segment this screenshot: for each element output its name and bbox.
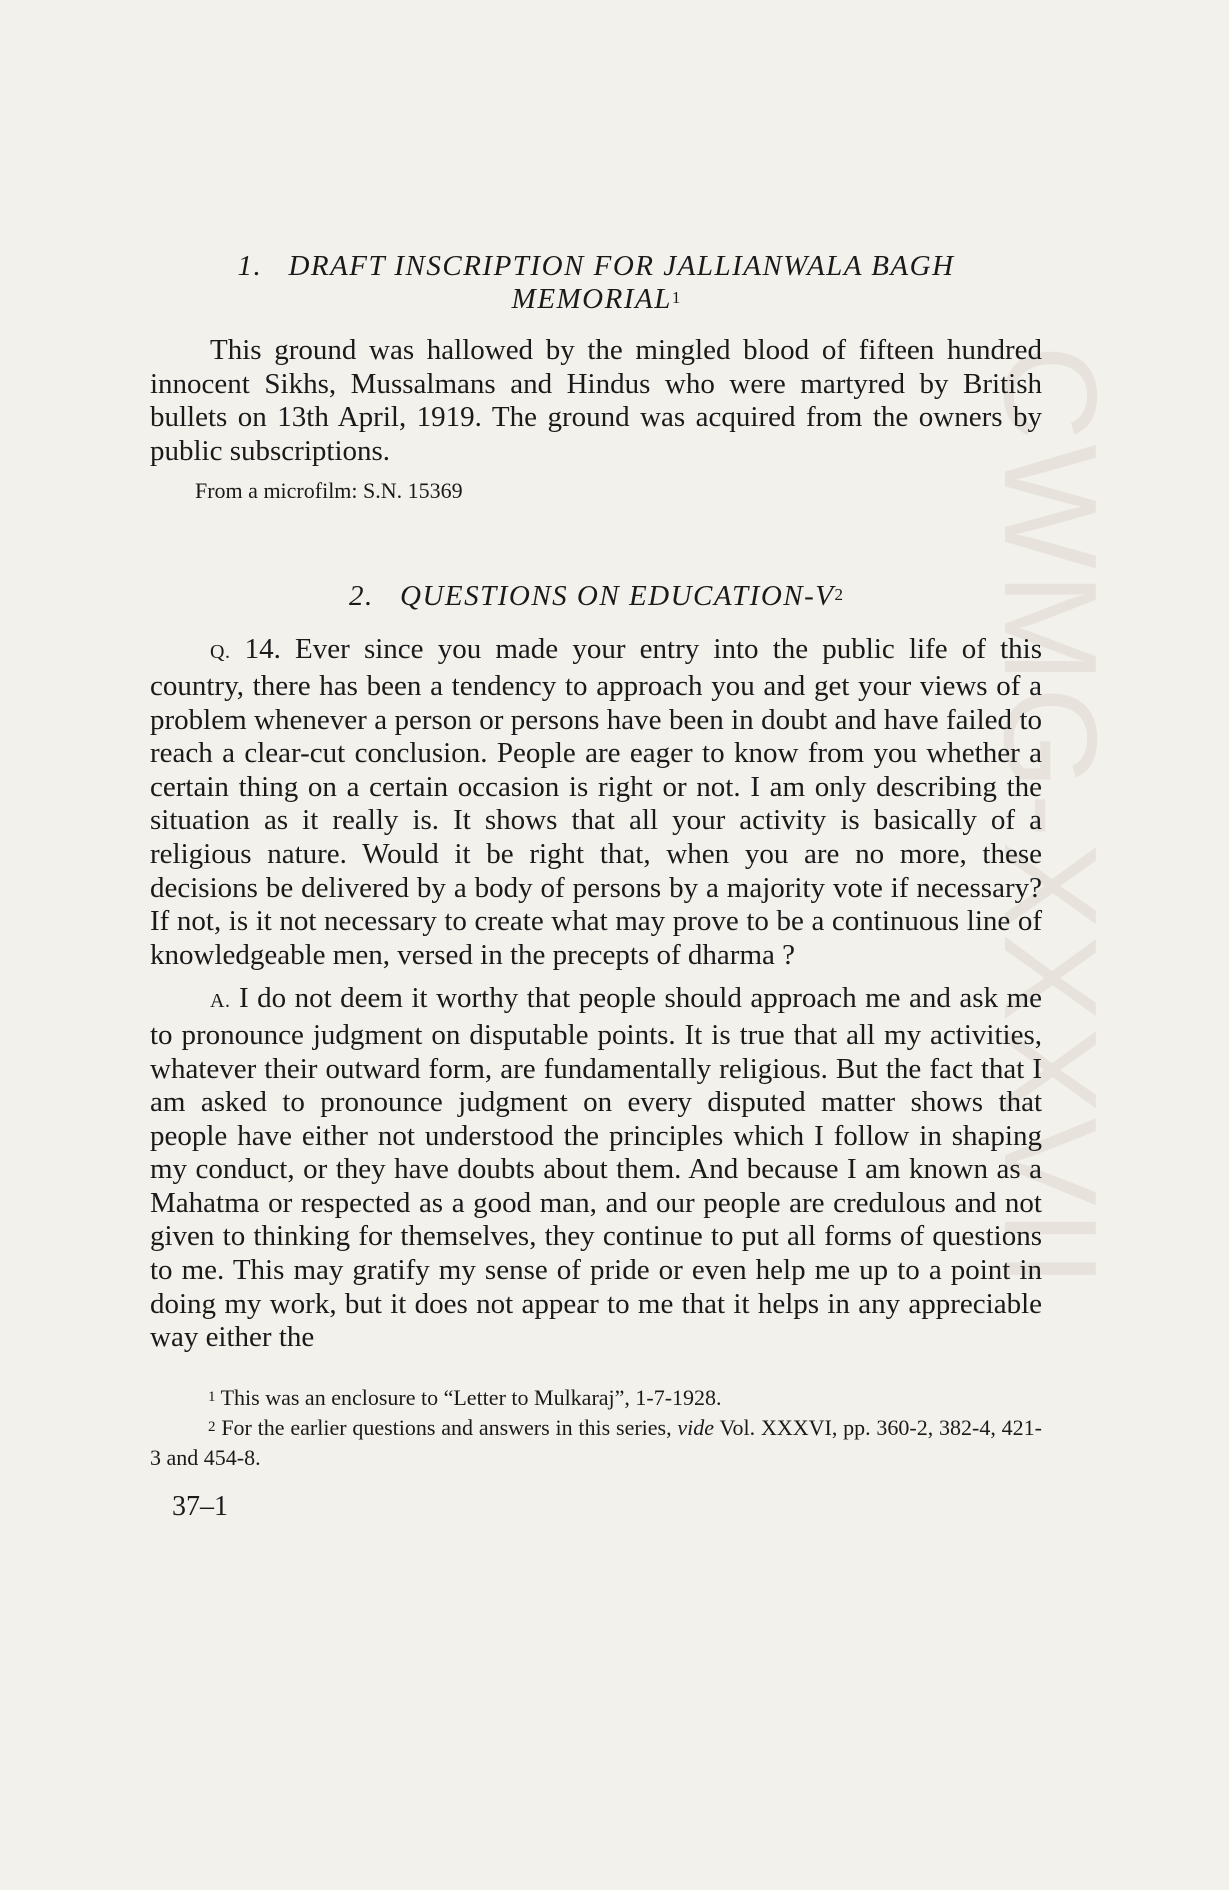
answer-marker: A. (210, 990, 231, 1013)
footnotes (150, 1383, 1042, 1473)
watermark: CWMG-XXXVII (977, 345, 1124, 1292)
question-marker: Q. (210, 641, 231, 664)
footnote-2: $^2$ For the earlier questions and answers in this series, vide Vol. XXXVI, pp. 360-2, 382-4, 421-3 and 454-8. (150, 1414, 1043, 1470)
question-paragraph: Q. 14. Ever since you made your entry into the public life of this country, there has been a tendency to approach you and get your views of a problem whenever a person or persons have been in doubt and have failed to reach a clear-cut conclusion. People are eager to know from you whether a certain thing on a certain occasion is right or not. I am only describing the situation as it really is. It shows that all your activity is basically of a religious nature. Would it be right that, when you are no more, these decisions be delivered by a body of persons by a majority vote if necessary? If not, is it not necessary to create what may prove to be a continuous line of knowledgeable men, versed in the precepts of dharma ? (150, 633, 1042, 971)
page-content (150, 250, 1042, 1523)
inscription-paragraph: This ground was hallowed by the mingled blood of fifteen hundred innocent Sikhs, Mussalmans and Hindus who were martyred by British bullets on 13th April, 1919. The ground was acquired from the owners by public subscriptions. (150, 334, 1042, 467)
page-number: 37–1 (172, 1490, 228, 1522)
answer-paragraph: A. I do not deem it worthy that people should approach me and ask me to pronounce judgment on disputable points. It is true that all my activities, whatever their outward form, are fundamentally religious. But the fact that I am asked to pronounce judgment on every disputed matter shows that people have either not understood the principles which I follow in shaping my conduct, or they have doubts about them. And because I am known as a Mahatma or respected as a good man, and our people are credulous and not given to thinking for themselves, they continue to put all forms of questions to me. This may gratify my sense of pride or even help me up to a point in doing my work, but it does not appear to me that it helps in any appreciable way either the (150, 982, 1042, 1354)
section1-heading-line1: 1. DRAFT INSCRIPTION FOR JALLIANWALA BAGH (237, 250, 955, 282)
footnote-ref-1: 1 (671, 288, 681, 307)
section1-heading-line2: MEMORIAL$^1$ (511, 283, 681, 315)
source-citation: From a microfilm: S.N. 15369 (195, 478, 463, 504)
footnote-ref-2: 2 (834, 585, 843, 605)
section2-heading: 2. QUESTIONS ON EDUCATION-$V^2$ (349, 580, 843, 613)
footnote-1: $^1$ This was an enclosure to “Letter to Mulkaraj”, 1-7-1928. (208, 1384, 722, 1410)
section1-heading (150, 250, 1042, 316)
